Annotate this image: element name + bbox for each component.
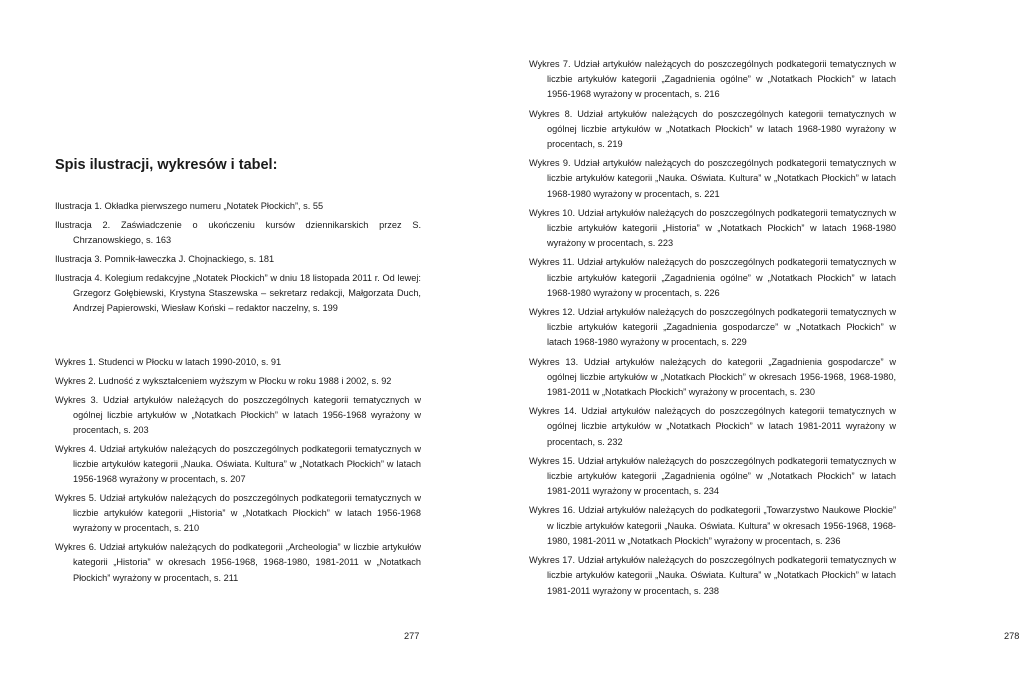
chart-entry: Wykres 15. Udział artykułów należących do poszczególnych podkategorii tematycznych w liczbie artykułów kategorii „Zagadnienia ogólne” w „Notatkach Płockich” w latach 1981-2011 wyrażony w procentach, s. 234 bbox=[529, 455, 896, 497]
chart-entry: Wykres 9. Udział artykułów należących do poszczególnych podkategorii tematycznych w liczbie artykułów kategorii „Nauka. Oświata. Kultura” w „Notatkach Płockich” w latach 1968-1980 wyrażony w procentach, s. 221 bbox=[529, 158, 896, 199]
page-number-left: 277 bbox=[404, 631, 420, 641]
illustration-entry: Ilustracja 4. Kolegium redakcyjne „Notatek Płockich” w dniu 18 listopada 2011 r. Od lewej: Grzegorz Gołębiewski, Krystyna Staszewska – sekretarz redakcji, Małgorzata Duch, Andrzej Papierowski, Wiesław Koński – redaktor naczelny, s. 199 bbox=[55, 272, 421, 313]
chart-entry: Wykres 14. Udział artykułów należących do poszczególnych kategorii tematycznych w ogólnej liczbie artykułów w „Notatkach Płockich” w latach 1981-2011 wyrażony w procentach, s. 232 bbox=[529, 406, 896, 447]
left-page bbox=[0, 0, 475, 675]
illustration-entry: Ilustracja 1. Okładka pierwszego numeru „Notatek Płockich”, s. 55 bbox=[55, 201, 324, 211]
chart-entry: Wykres 13. Udział artykułów należących do kategorii „Zagadnienia gospodarcze” w ogólnej liczbie artykułów w „Notatkach Płockich” w okresach 1956-1968, 1968-1980, 1981-2011 w „Notatkach Płockich” wyrażony w procentach, s. 230 bbox=[529, 356, 896, 398]
chart-entry: Wykres 7. Udział artykułów należących do poszczególnych podkategorii tematycznych w liczbie artykułów kategorii „Zagadnienia ogólne” w „Notatkach Płockich” w latach 1956-1968 wyrażony w procentach, s. 216 bbox=[529, 59, 896, 100]
chart-entry: Wykres 4. Udział artykułów należących do poszczególnych podkategorii tematycznych w liczbie artykułów kategorii „Nauka. Oświata. Kultura” w „Notatkach Płockich” w latach 1956-1968 wyrażony w procentach, s. 207 bbox=[55, 443, 421, 485]
illustrations-list bbox=[55, 199, 421, 320]
page-heading: Spis ilustracji, wykresów i tabel: bbox=[55, 157, 278, 173]
chart-entry: Wykres 16. Udział artykułów należących do podkategorii „Towarzystwo Naukowe Płockie” w liczbie artykułów kategorii „Nauka. Oświata. Kultura” w okresach 1956-1968, 1968-1980, 1981-2011 w „Notatkach Płockich” wyrażony w procentach, s. 236 bbox=[529, 505, 896, 546]
charts-list-right bbox=[529, 57, 896, 603]
chart-entry: Wykres 6. Udział artykułów należących do podkategorii „Archeologia” w liczbie artykułów kategorii „Historia” w okresach 1956-1968, 1968-1980, 1981-2011 w „Notatkach Płockich” wyrażony w procentach, s. 211 bbox=[55, 542, 421, 583]
illustration-entry: Ilustracja 2. Zaświadczenie o ukończeniu kursów dziennikarskich przez S. Chrzanowskiego, s. 163 bbox=[55, 219, 421, 245]
charts-list-left bbox=[55, 355, 421, 589]
chart-entry: Wykres 1. Studenci w Płocku w latach 1990-2010, s. 91 bbox=[55, 357, 282, 367]
page-number-right: 278 bbox=[1004, 631, 1019, 641]
chart-entry: Wykres 17. Udział artykułów należących do poszczególnych podkategorii tematycznych w liczbie artykułów kategorii „Nauka. Oświata. Kultura” w „Notatkach Płockich” w latach 1981-2011 wyrażony w procentach, s. 238 bbox=[529, 555, 896, 596]
chart-entry: Wykres 12. Udział artykułów należących do poszczególnych podkategorii tematycznych w liczbie artykułów kategorii „Zagadnienia gospodarcze” w „Notatkach Płockich” w latach 1968-1980 wyrażony w procentach, s. 229 bbox=[529, 307, 896, 348]
chart-entry: Wykres 2. Ludność z wykształceniem wyższym w Płocku w roku 1988 i 2002, s. 92 bbox=[55, 375, 392, 386]
chart-entry: Wykres 10. Udział artykułów należących do poszczególnych podkategorii tematycznych w liczbie artykułów kategorii „Historia” w „Notatkach Płockich” w latach 1968-1980 wyrażony w procentach, s. 223 bbox=[529, 207, 896, 249]
chart-entry: Wykres 5. Udział artykułów należących do poszczególnych podkategorii tematycznych w liczbie artykułów kategorii „Historia” w „Notatkach Płockich” w latach 1956-1968 wyrażony w procentach, s. 210 bbox=[55, 493, 421, 534]
chart-entry: Wykres 3. Udział artykułów należących do poszczególnych kategorii tematycznych w ogólnej liczbie artykułów w „Notatkach Płockich” w latach 1956-1968 wyrażony w procentach, s. 203 bbox=[55, 394, 421, 435]
chart-entry: Wykres 11. Udział artykułów należących do poszczególnych podkategorii tematycznych w liczbie artykułów kategorii „Zagadnienia ogólne” w „Notatkach Płockich” w latach 1968-1980 wyrażony w procentach, s. 226 bbox=[529, 257, 896, 298]
illustration-entry: Ilustracja 3. Pomnik-ławeczka J. Chojnackiego, s. 181 bbox=[55, 253, 275, 264]
chart-entry: Wykres 8. Udział artykułów należących do poszczególnych kategorii tematycznych w ogólnej liczbie artykułów w „Notatkach Płockich” w latach 1968-1980 wyrażony w procentach, s. 219 bbox=[529, 108, 896, 150]
